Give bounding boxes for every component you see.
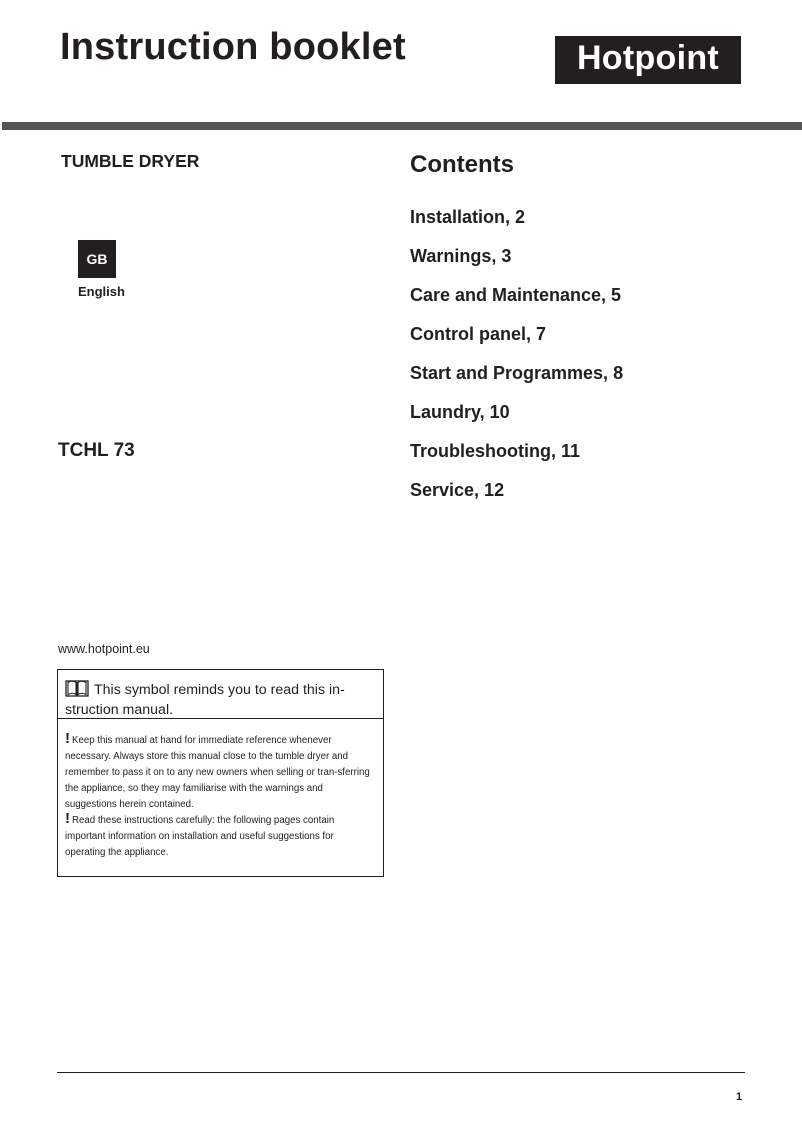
notice-paragraph-text: Read these instructions carefully: the following pages contain important information on installation and useful suggestions for operating the appliance. — [65, 815, 335, 858]
contents-list — [410, 207, 623, 519]
notice-box — [57, 669, 384, 877]
book-icon — [65, 679, 89, 702]
notice-body — [58, 719, 383, 861]
website-link[interactable]: www.hotpoint.eu — [58, 642, 150, 656]
contents-heading: Contents — [410, 151, 514, 178]
warning-mark: ! — [65, 730, 70, 747]
language-label: English — [78, 284, 125, 299]
page-title: Instruction booklet — [60, 26, 406, 68]
product-type: TUMBLE DRYER — [61, 151, 200, 171]
warning-mark: ! — [65, 810, 70, 827]
contents-item-care[interactable]: Care and Maintenance, 5 — [410, 285, 622, 305]
header-divider — [2, 122, 802, 130]
notice-paragraph — [65, 730, 373, 813]
notice-paragraph-text: Keep this manual at hand for immediate reference whenever necessary. Always store this manual close to the tumble dryer and remember to pass it on to any new owners when selling or tran-sferring the appliance, so they may familiarise with the warnings and suggestions herein contained. — [65, 735, 370, 810]
country-badge: GB — [78, 240, 116, 278]
contents-item-control-panel[interactable]: Control panel, 7 — [410, 324, 547, 344]
contents-item-warnings[interactable]: Warnings, 3 — [410, 246, 512, 266]
model-number: TCHL 73 — [58, 440, 135, 461]
contents-item-service[interactable]: Service, 12 — [410, 480, 505, 500]
notice-paragraph — [65, 810, 373, 861]
contents-item-laundry[interactable]: Laundry, 10 — [410, 402, 510, 422]
contents-item-installation[interactable]: Installation, 2 — [410, 207, 526, 227]
contents-item-troubleshooting[interactable]: Troubleshooting, 11 — [410, 441, 581, 461]
symbol-notice-text: This symbol reminds you to read this in-struction manual. — [65, 682, 345, 718]
symbol-notice — [58, 670, 383, 719]
hotpoint-logo: Hotpoint — [555, 36, 741, 84]
contents-item-programmes[interactable]: Start and Programmes, 8 — [410, 363, 624, 383]
footer-divider — [57, 1072, 745, 1073]
page-number: 1 — [736, 1091, 743, 1103]
